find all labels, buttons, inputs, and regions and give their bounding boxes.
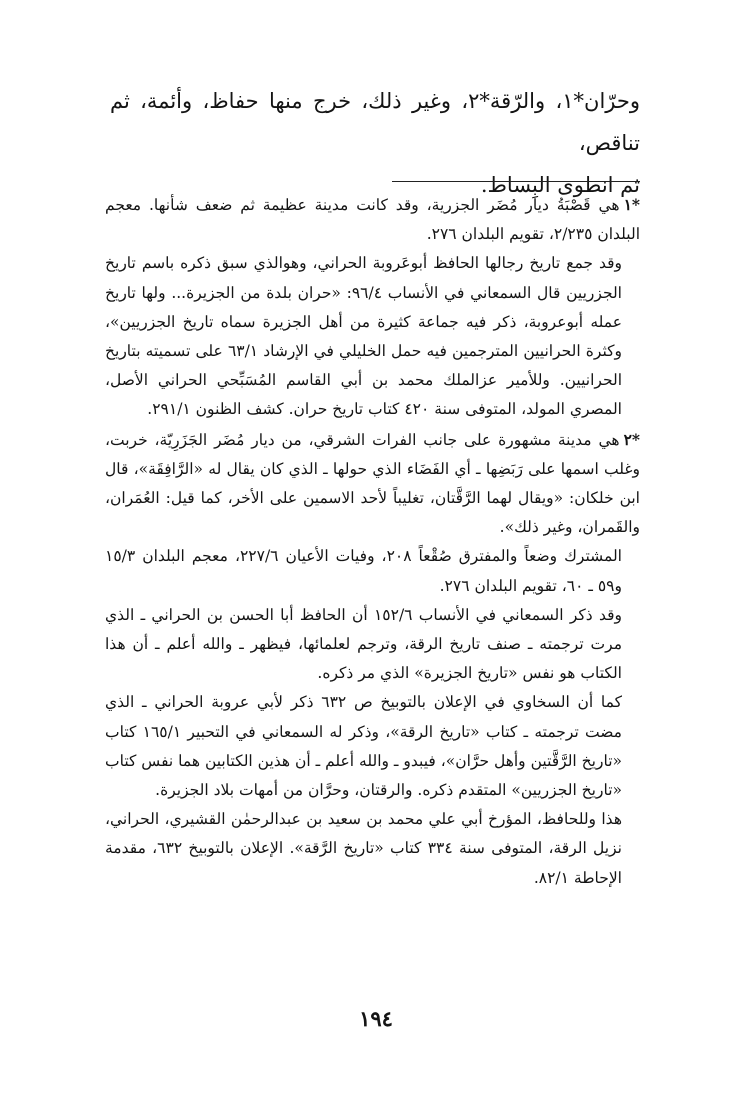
footnote-2-paragraph-3: وقد ذكر السمعاني في الأنساب ١٥٢/٦ أن الحافظ أبا الحسن بن الحراني ـ الذي مرت ترجمته ـ صنف تاريخ الرقة، وترجم لعلمائها، فيظهر ـ والله أعلم ـ أن هذا الكتاب هو نفس «تاريخ الجزيرة» الذي مر ذكره. [105,605,622,683]
page-number: ١٩٤ [359,1006,393,1031]
footnote-separator [392,181,640,182]
footnote-1-paragraph-2: وقد جمع تاريخ رجالها الحافظ أبوعَروبة الحراني، وهوالذي سبق ذكره باسم تاريخ الجزريين قال السمعاني في الأنساب ٩٦/٤: «حران بلدة من الجزيرة... ولها تاريخ عمله أبوعروبة، ذكر فيه جماعة كثيرة من أهل الجزيرة سماه تاريخ الجزريين»، وكثرة الحرانيين المترجمين فيه حمل الخليلي في الإرشاد ٦٣/١ على تسميته بتاريخ الحرانيين. وللأمير عزالملك محمد بن أبي القاسم المُسَبِّحي الحراني الأصل، المصري المولد، المتوفى سنة ٤٢٠ كتاب تاريخ حران. كشف الظنون ٢٩١/١. [105,254,623,419]
main-line-2: ثم انطوى البِساط. [480,173,640,197]
footnote-1-intro [105,190,640,249]
footnote-1-text: هي قَصْبَةُ ديار مُضَر الجزرية، وقد كانت مدينة عظيمة ثم ضعف شأنها. معجم البلدان ٢/٢٣٥، تقويم البلدان ٢٧٦. [105,196,640,244]
footnote-2-paragraph-5: هذا وللحافظ، المؤرخ أبي علي محمد بن سعيد بن عبدالرحمٰن القشيري، الحراني، نزيل الرقة، المتوفى سنة ٣٣٤ كتاب «تاريخ الرَّقة». الإعلان بالتوبيخ ٦٣٢، مقدمة الإحاطة ٨٢/١. [105,810,622,887]
footnote-2-paragraph-2: المشترك وضعاً والمفترق صُقْعاً ٢٠٨، وفيات الأعيان ٢٢٧/٦، معجم البلدان ١٥/٣ و٥٩ ـ ٦٠، تقويم البلدان ٢٧٦. [105,547,622,595]
footnotes [105,190,640,893]
main-text [110,80,640,206]
footnote-2-text: هي مدينة مشهورة على جانب الفرات الشرقي، من ديار مُضَر الجَزَرِيّة، خربت، وغلب اسمها على رَبَضِها ـ أي الفَضَاء الذي حولها ـ الذي كان يقال له «الرَّافِقَة»، قال ابن خلكان: «ويقال لهما الرَّقَّتان، تغليباً لأحد الاسمين على الأخر، كما قيل: العُمَران، والقَمران، وغير ذلك». [105,430,640,537]
footnote-2-intro [105,425,640,543]
footnote-2-marker: *٢ [623,429,640,449]
footnote-2-paragraph-4: كما أن السخاوي في الإعلان بالتوبيخ ص ٦٣٢ ذكر لأبي عروبة الحراني ـ الذي مضت ترجمته ـ كتاب «تاريخ الرقة»، وذكر له السمعاني في التحبير ١٦٥/١ كتاب «تاريخ الرَّقَّتين وأهل حرَّان»، فيبدو ـ والله أعلم ـ أن هذين الكتابين هما نفس كتاب «تاريخ الجزريين» المتقدم ذكره. والرقتان، وحرَّان من أمهات بلاد الجزيرة. [105,693,622,800]
main-line-1: وحرّان*١، والرّقة*٢، وغير ذلك، خرج منها حفاظ، وأئمة، ثم تناقص، [110,89,640,155]
footnote-1-marker: *١ [623,195,640,214]
